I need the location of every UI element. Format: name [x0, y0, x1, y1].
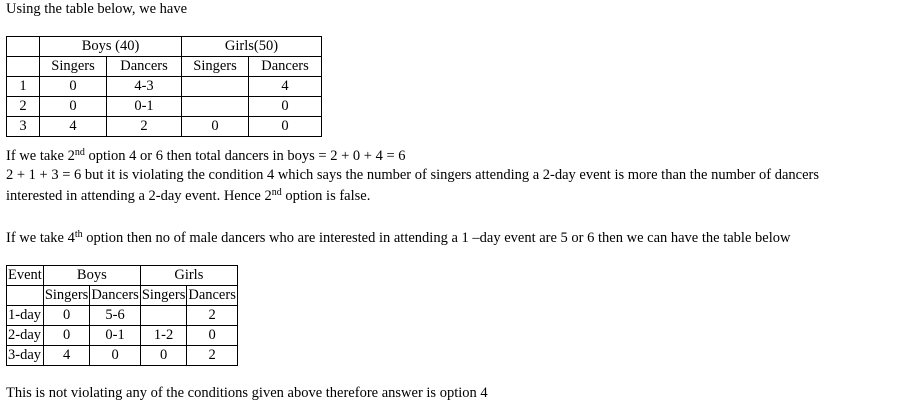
- paragraph-line: [6, 147, 406, 165]
- cell: 5-6: [90, 306, 141, 326]
- subheader-girls-singers: Singers: [140, 286, 187, 306]
- cell: [140, 306, 187, 326]
- subheader-boys-singers: Singers: [43, 286, 90, 306]
- row-label: 1: [7, 77, 40, 97]
- row-label: 2: [7, 97, 40, 117]
- superscript: nd: [74, 147, 85, 158]
- cell: 0: [182, 117, 249, 137]
- table-header-row: [7, 37, 322, 57]
- header-girls: Girls: [140, 266, 237, 286]
- table-header-row: [7, 266, 238, 286]
- table-row: [7, 306, 238, 326]
- cell: 0: [40, 77, 107, 97]
- cell: 0: [249, 97, 322, 117]
- cell: 0: [90, 346, 141, 366]
- table-events: [6, 265, 238, 366]
- subheader-girls-dancers: Dancers: [249, 57, 322, 77]
- row-label: 2-day: [7, 326, 44, 346]
- subheader-boys-singers: Singers: [40, 57, 107, 77]
- cell: 2: [187, 306, 238, 326]
- cell: 0: [187, 326, 238, 346]
- table-row: [7, 77, 322, 97]
- cell: 4: [40, 117, 107, 137]
- conclusion-text: This is not violating any of the conditions given above therefore answer is option 4: [6, 385, 488, 401]
- cell: 4: [249, 77, 322, 97]
- table-boys-girls: [6, 36, 322, 137]
- superscript: nd: [271, 187, 282, 198]
- subheader-girls-dancers: Dancers: [187, 286, 238, 306]
- table-row: [7, 117, 322, 137]
- table-row: [7, 346, 238, 366]
- subheader-boys-dancers: Dancers: [107, 57, 182, 77]
- table-row: [7, 97, 322, 117]
- text-span: option then no of male dancers who are interested in attending a 1 –day event are 5 or 6 then we can have the table below: [82, 230, 791, 246]
- text-span: option 4 or 6 then total dancers in boys = 2 + 0 + 4 = 6: [84, 148, 406, 164]
- cell: 0-1: [90, 326, 141, 346]
- row-label: 3: [7, 117, 40, 137]
- subheader-girls-singers: Singers: [182, 57, 249, 77]
- cell: 4: [43, 346, 90, 366]
- text-span: If we take 2: [6, 148, 75, 164]
- table-row: [7, 326, 238, 346]
- empty-corner-cell: [7, 286, 44, 306]
- header-boys: Boys (40): [40, 37, 182, 57]
- empty-corner-cell: [7, 57, 40, 77]
- header-girls: Girls(50): [182, 37, 322, 57]
- cell: 0: [43, 306, 90, 326]
- paragraph-line: 2 + 1 + 3 = 6 but it is violating the condition 4 which says the number of singers attending a 2-day event is more than the number of dancers: [6, 167, 819, 183]
- table-subheader-row: [7, 57, 322, 77]
- text-span: If we take 4: [6, 230, 75, 246]
- text-span: interested in attending a 2-day event. Hence 2: [6, 188, 272, 204]
- header-event: Event: [7, 266, 44, 286]
- subheader-boys-dancers: Dancers: [90, 286, 141, 306]
- row-label: 3-day: [7, 346, 44, 366]
- cell: 2: [187, 346, 238, 366]
- cell: 0: [140, 346, 187, 366]
- header-boys: Boys: [43, 266, 140, 286]
- cell: [182, 77, 249, 97]
- empty-corner-cell: [7, 37, 40, 57]
- cell: 0: [249, 117, 322, 137]
- table-subheader-row: [7, 286, 238, 306]
- intro-text: Using the table below, we have: [6, 1, 188, 17]
- paragraph-line: [6, 187, 370, 205]
- cell: 4-3: [107, 77, 182, 97]
- text-span: option is false.: [281, 188, 371, 204]
- cell: 0: [43, 326, 90, 346]
- cell: [182, 97, 249, 117]
- paragraph-line: [6, 229, 790, 247]
- cell: 1-2: [140, 326, 187, 346]
- cell: 0-1: [107, 97, 182, 117]
- cell: 2: [107, 117, 182, 137]
- cell: 0: [40, 97, 107, 117]
- superscript: th: [74, 229, 83, 240]
- row-label: 1-day: [7, 306, 44, 326]
